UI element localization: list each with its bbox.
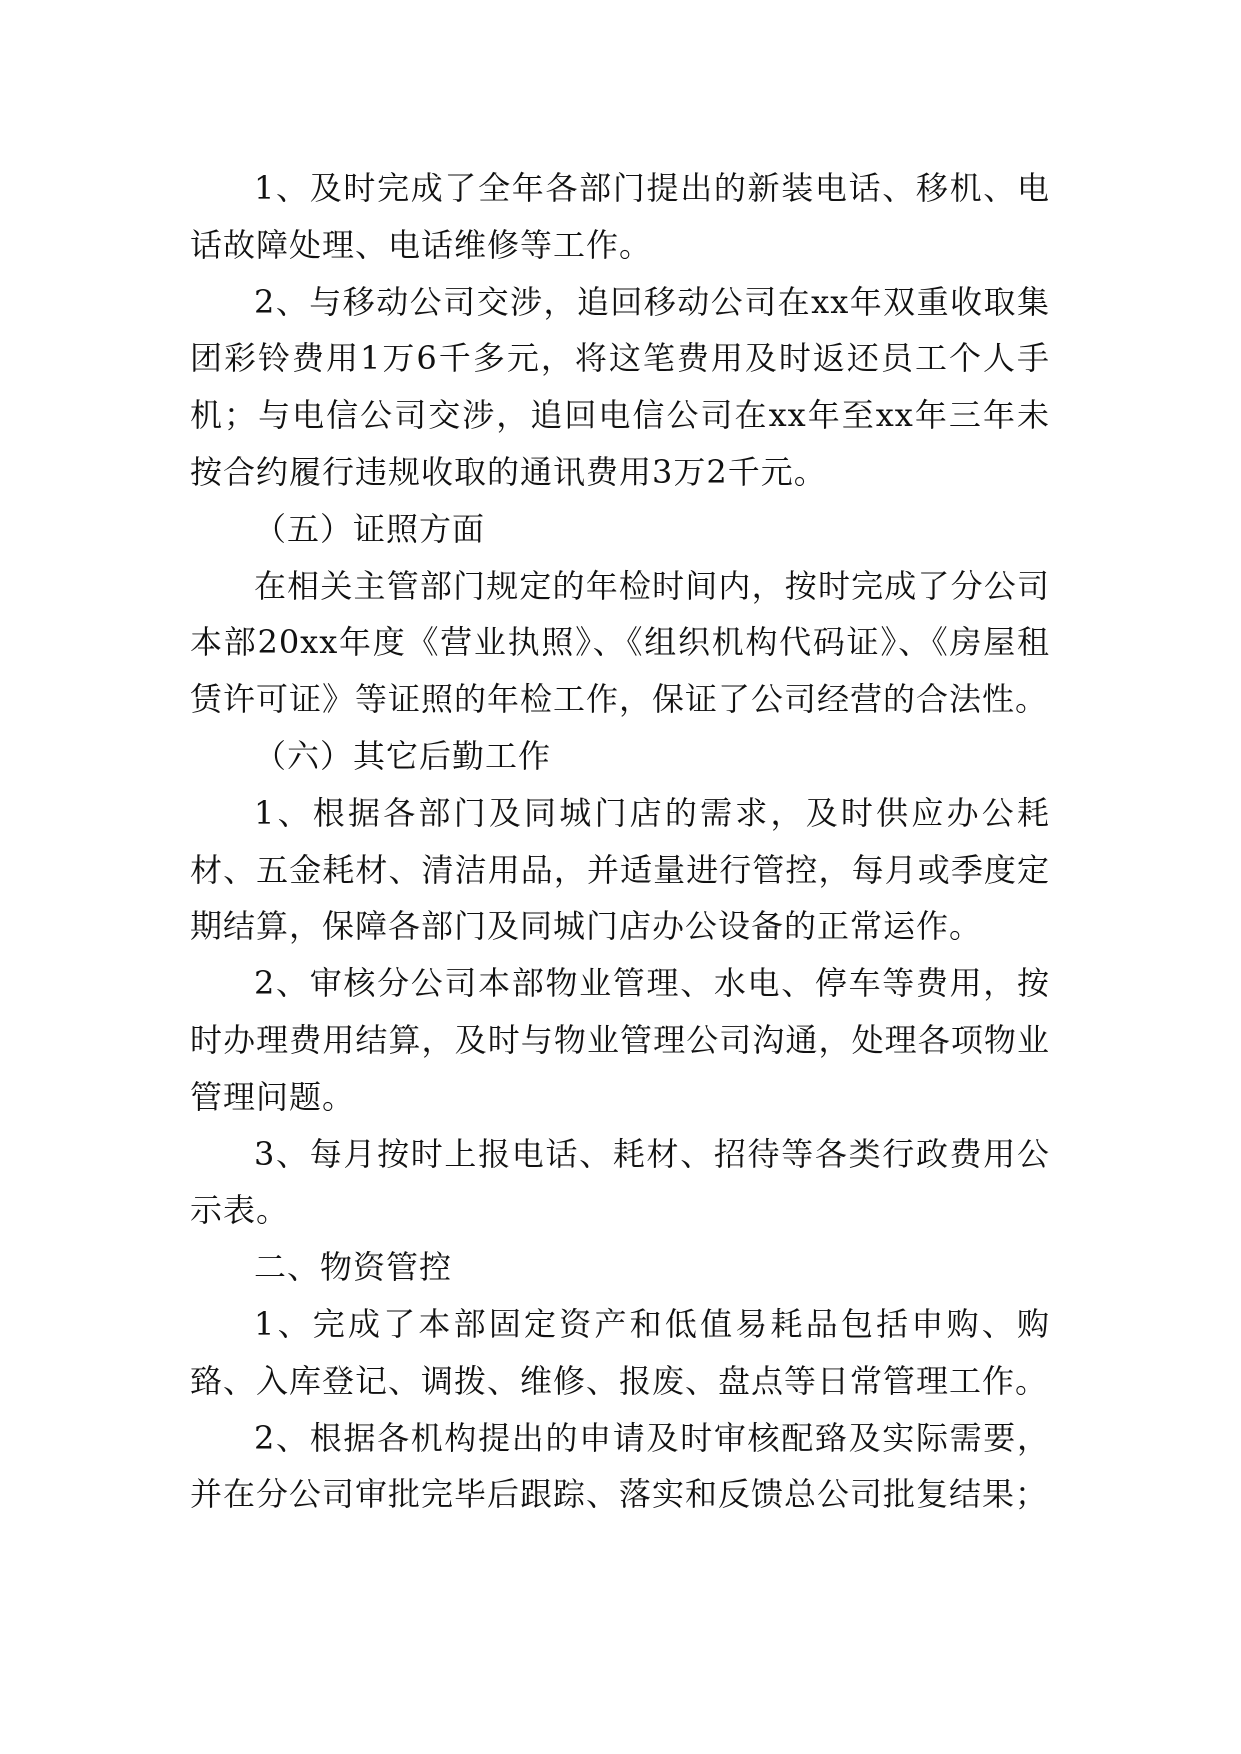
paragraph-expense-report: 3、每月按时上报电话、耗材、招待等各类行政费用公示表。 <box>190 1134 1050 1230</box>
paragraph-license-inspection: 在相关主管部门规定的年检时间内，按时完成了分公司本部20xx年度《营业执照》、《组织机构代码证》、《房屋租赁许可证》等证照的年检工作，保证了公司经营的合法性。 <box>190 566 1050 719</box>
paragraph-supplies: 1、根据各部门及同城门店的需求，及时供应办公耗材、五金耗材、清洁用品，并适量进行管控，每月或季度定期结算，保障各部门及同城门店办公设备的正常运作。 <box>190 793 1050 946</box>
paragraph-property-fees: 2、审核分公司本部物业管理、水电、停车等费用，按时办理费用结算，及时与物业管理公司沟通，处理各项物业管理问题。 <box>190 964 1050 1116</box>
document-body <box>190 160 1050 1523</box>
heading-other-logistics: （六）其它后勤工作 <box>254 736 552 775</box>
paragraph-phone-work: 1、及时完成了全年各部门提出的新装电话、移机、电话故障处理、电话维修等工作。 <box>190 169 1050 264</box>
heading-material-control: 二、物资管控 <box>254 1248 453 1287</box>
paragraph-asset-management: 1、完成了本部固定资产和低值易耗品包括申购、购臵、入库登记、调拨、维修、报废、盘点等日常管理工作。 <box>190 1304 1050 1400</box>
paragraph-fee-recovery: 2、与移动公司交涉，追回移动公司在xx年双重收取集团彩铃费用1万6千多元，将这笔费用及时返还员工个人手机；与电信公司交涉，追回电信公司在xx年至xx年三年未按合约履行违规收取的通讯费用3万2千元。 <box>190 282 1050 491</box>
heading-licenses: （五）证照方面 <box>254 509 486 548</box>
paragraph-application-review: 2、根据各机构提出的申请及时审核配臵及实际需要，并在分公司审批完毕后跟踪、落实和反馈总公司批复结果； <box>190 1418 1050 1514</box>
